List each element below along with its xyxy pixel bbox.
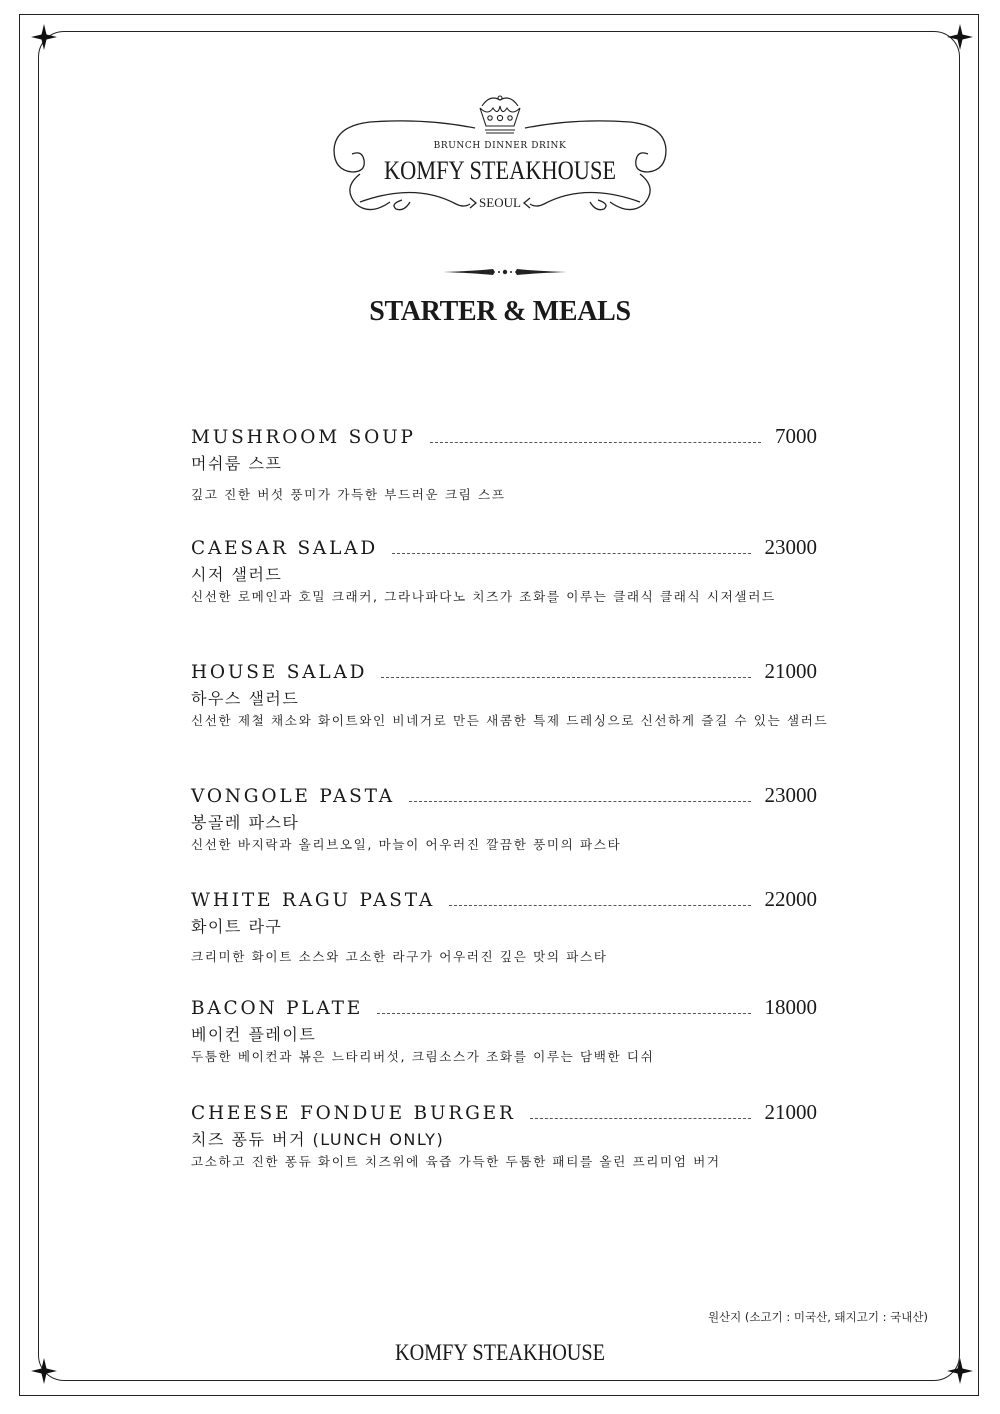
section-heading: STARTER & MEALS bbox=[369, 296, 631, 327]
menu-item-korean-name: 머쉬룸 스프 bbox=[191, 454, 283, 473]
menu-item-name: CAESAR SALAD bbox=[191, 538, 378, 559]
menu-item-price: 23000 bbox=[764, 535, 817, 559]
menu-item-name: VONGOLE PASTA bbox=[191, 786, 395, 807]
sparkle-icon bbox=[947, 24, 973, 50]
menu-item-korean-name: 봉골레 파스타 bbox=[191, 813, 300, 832]
menu-item-korean-name: 베이컨 플레이트 bbox=[191, 1025, 317, 1044]
menu-item-description: 두툼한 베이컨과 볶은 느타리버섯, 크림소스가 조화를 이루는 담백한 디쉬 bbox=[191, 1049, 655, 1064]
menu-item-name: HOUSE SALAD bbox=[191, 662, 368, 683]
menu-item-name: BACON PLATE bbox=[191, 998, 364, 1019]
menu-item bbox=[191, 995, 817, 1068]
menu-item-description: 신선한 제철 채소와 화이트와인 비네거로 만든 새콤한 특제 드레싱으로 신선하게 즐길 수 있는 샐러드 bbox=[191, 713, 829, 728]
menu-item-description: 신선한 로메인과 호밀 크래커, 그라나파다노 치즈가 조화를 이루는 클래식 클래식 시저샐러드 bbox=[191, 589, 776, 604]
menu-item-price: 18000 bbox=[764, 995, 817, 1019]
menu-item bbox=[191, 887, 817, 968]
menu-item-name: WHITE RAGU PASTA bbox=[191, 890, 435, 911]
menu-item-name: MUSHROOM SOUP bbox=[191, 427, 416, 448]
leader-dots bbox=[381, 677, 750, 678]
logo-tagline: BRUNCH DINNER DRINK bbox=[433, 141, 567, 151]
menu-item-price: 22000 bbox=[764, 887, 817, 911]
menu-item bbox=[191, 535, 817, 608]
sparkle-icon bbox=[31, 1358, 57, 1384]
menu-item-price: 23000 bbox=[764, 783, 817, 807]
logo-city: SEOUL bbox=[479, 195, 521, 210]
menu-item-korean-name: 하우스 샐러드 bbox=[191, 689, 300, 708]
sparkle-icon bbox=[947, 1358, 973, 1384]
leader-dots bbox=[449, 905, 751, 906]
footer-brand: KOMFY STEAKHOUSE bbox=[394, 1340, 606, 1365]
leader-dots bbox=[430, 442, 761, 443]
menu-item-korean-name: 시저 샐러드 bbox=[191, 565, 283, 584]
menu-item-price: 21000 bbox=[764, 659, 817, 683]
menu-item-price: 21000 bbox=[764, 1100, 817, 1124]
restaurant-logo bbox=[330, 92, 670, 222]
menu-item-price: 7000 bbox=[775, 424, 817, 448]
sparkle-icon bbox=[31, 24, 57, 50]
menu-item-korean-name: 화이트 라구 bbox=[191, 917, 283, 936]
menu-item-korean-name: 치즈 퐁듀 버거 (LUNCH ONLY) bbox=[191, 1130, 445, 1149]
leader-dots bbox=[392, 553, 751, 554]
menu-item bbox=[191, 659, 829, 732]
menu-item-description: 깊고 진한 버섯 풍미가 가득한 부드러운 크림 스프 bbox=[191, 487, 506, 502]
crown-icon bbox=[480, 96, 520, 133]
origin-note: 원산지 (소고기 : 미국산, 돼지고기 : 국내산) bbox=[707, 1310, 928, 1324]
menu-item-name: CHEESE FONDUE BURGER bbox=[191, 1103, 516, 1124]
leader-dots bbox=[377, 1013, 750, 1014]
menu-item-description: 크리미한 화이트 소스와 고소한 라구가 어우러진 깊은 맛의 파스타 bbox=[191, 949, 608, 964]
menu-item-description: 신선한 바지락과 올리브오일, 마늘이 어우러진 깔끔한 풍미의 파스타 bbox=[191, 837, 622, 852]
menu-item bbox=[191, 783, 817, 856]
leader-dots bbox=[530, 1118, 751, 1119]
menu-item bbox=[191, 424, 817, 506]
menu-item-description: 고소하고 진한 퐁듀 화이트 치즈위에 육즙 가득한 두툼한 패티를 올린 프리미엄 버거 bbox=[191, 1154, 721, 1169]
divider-ornament-icon bbox=[443, 266, 567, 278]
menu-item bbox=[191, 1100, 817, 1173]
leader-dots bbox=[409, 801, 751, 802]
logo-name: KOMFY STEAKHOUSE bbox=[383, 156, 617, 185]
